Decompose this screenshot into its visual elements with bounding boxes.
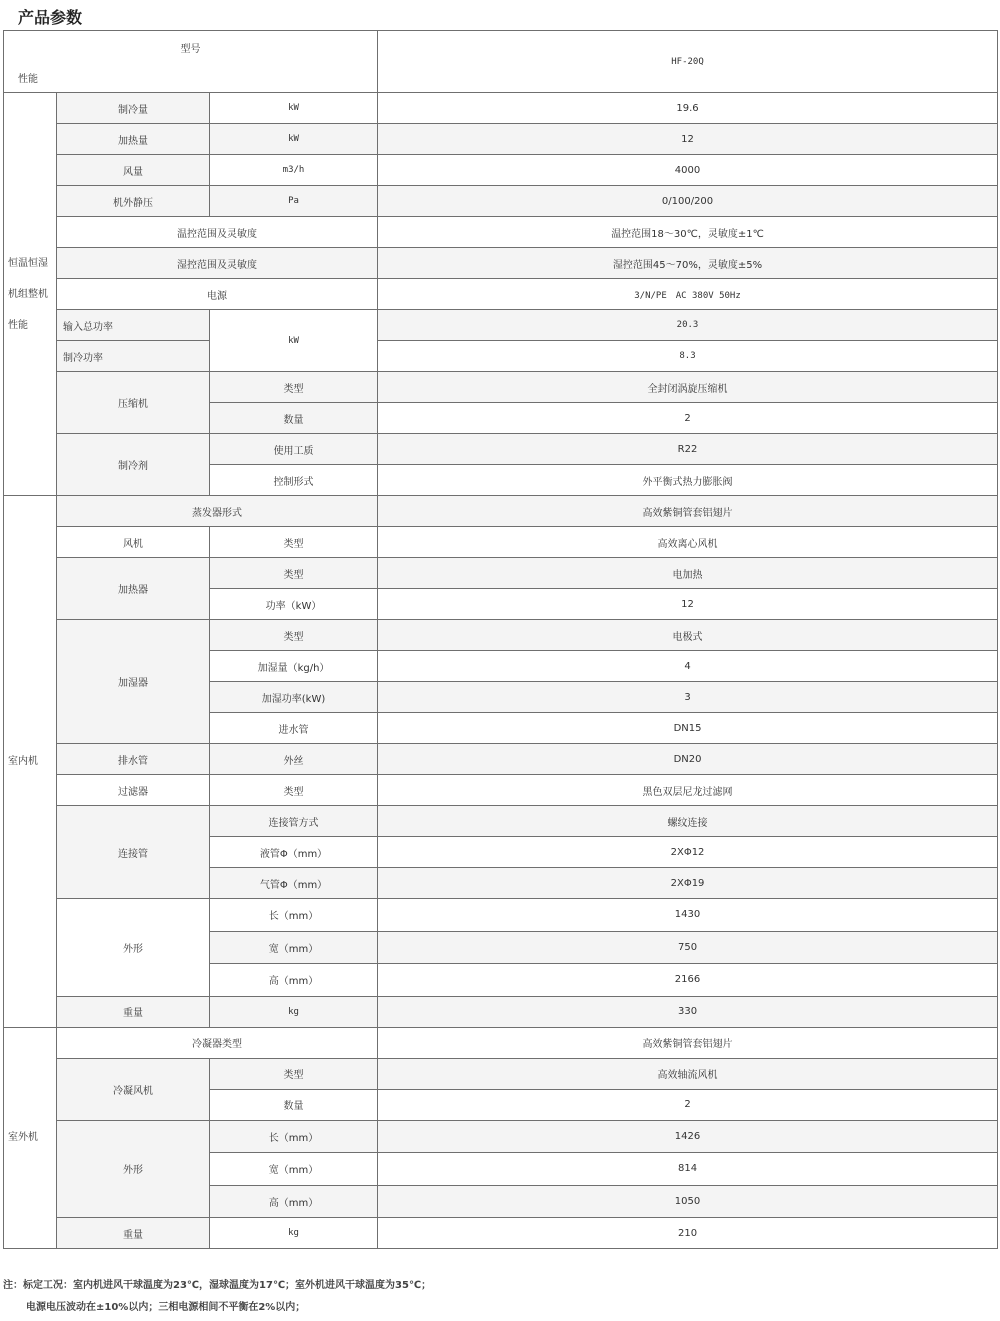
table-row	[4, 248, 998, 279]
compressor-name: 压缩机	[57, 372, 210, 434]
refrigerant-ctrl-label: 控制形式	[210, 465, 378, 496]
indoor-dim-w-label: 宽（mm）	[210, 931, 378, 964]
airflow-name: 风量	[57, 155, 210, 186]
outdoor-dim-w: 814	[378, 1153, 998, 1186]
note-line-2: 电源电压波动在±10%以内；三相电源相间不平衡在2%以内；	[26, 1302, 306, 1313]
table-row	[4, 1218, 998, 1249]
compressor-type: 全封闭涡旋压缩机	[378, 372, 998, 403]
table-row	[4, 186, 998, 217]
power-value: 3/N/PE AC 380V 50Hz	[378, 279, 998, 310]
table-row	[4, 899, 998, 932]
indoor-dim-l: 1430	[378, 899, 998, 932]
table-header-row	[4, 31, 998, 93]
humidifier-type: 电极式	[378, 620, 998, 651]
table-row	[4, 341, 998, 372]
pipe-method-label: 连接管方式	[210, 806, 378, 837]
airflow-unit: m3/h	[210, 155, 378, 186]
outdoor-weight-value: 210	[378, 1218, 998, 1249]
fan-type-label: 类型	[210, 527, 378, 558]
header-label-cell	[4, 31, 378, 93]
cond-fan-type-label: 类型	[210, 1058, 378, 1089]
heating-unit: kW	[210, 124, 378, 155]
indoor-dim-w: 750	[378, 931, 998, 964]
refrigerant-medium-label: 使用工质	[210, 434, 378, 465]
outdoor-weight-name: 重量	[57, 1218, 210, 1249]
drain-label: 外丝	[210, 744, 378, 775]
table-row	[4, 744, 998, 775]
heater-name: 加热器	[57, 558, 210, 620]
humidifier-power-label: 加湿功率(kW)	[210, 682, 378, 713]
refrigerant-ctrl: 外平衡式热力膨胀阀	[378, 465, 998, 496]
table-row	[4, 620, 998, 651]
table-row	[4, 310, 998, 341]
total-power-name: 输入总功率	[57, 310, 210, 341]
table-row	[4, 93, 998, 124]
humidifier-inlet: DN15	[378, 713, 998, 744]
pipe-method: 螺纹连接	[378, 806, 998, 837]
table-row	[4, 217, 998, 248]
outdoor-dim-l-label: 长（mm）	[210, 1120, 378, 1153]
outdoor-dim-l: 1426	[378, 1120, 998, 1153]
heating-name: 加热量	[57, 124, 210, 155]
hum-ctrl-name: 湿控范围及灵敏度	[57, 248, 378, 279]
heater-power-label: 功率（kW）	[210, 589, 378, 620]
outdoor-weight-unit: kg	[210, 1218, 378, 1249]
pipe-name: 连接管	[57, 806, 210, 899]
table-row	[4, 1120, 998, 1153]
filter-label: 类型	[210, 775, 378, 806]
fan-type: 高效离心风机	[378, 527, 998, 558]
cool-power-value: 8.3	[378, 341, 998, 372]
cooling-value: 19.6	[378, 93, 998, 124]
model-value: HF-20Q	[378, 31, 998, 93]
pipe-gas-label: 气管Φ（mm）	[210, 868, 378, 899]
cond-fan-qty: 2	[378, 1089, 998, 1120]
group-label-line: 恒温恒湿	[8, 257, 48, 269]
drain-value: DN20	[378, 744, 998, 775]
page-title: 产品参数	[18, 8, 83, 27]
fan-name: 风机	[57, 527, 210, 558]
heater-type: 电加热	[378, 558, 998, 589]
condenser-value: 高效紫铜管套铝翅片	[378, 1027, 998, 1058]
static-pressure-unit: Pa	[210, 186, 378, 217]
heater-power: 12	[378, 589, 998, 620]
heating-value: 12	[378, 124, 998, 155]
heater-type-label: 类型	[210, 558, 378, 589]
filter-name: 过滤器	[57, 775, 210, 806]
power-name: 电源	[57, 279, 378, 310]
outdoor-dim-h-label: 高（mm）	[210, 1185, 378, 1218]
table-row	[4, 1058, 998, 1089]
temp-ctrl-name: 温控范围及灵敏度	[57, 217, 378, 248]
total-power-value: 20.3	[378, 310, 998, 341]
table-row	[4, 558, 998, 589]
drain-name: 排水管	[57, 744, 210, 775]
table-row	[4, 372, 998, 403]
static-pressure-name: 机外静压	[57, 186, 210, 217]
table-row	[4, 527, 998, 558]
group-label-line: 性能	[8, 319, 28, 331]
humidifier-name: 加湿器	[57, 620, 210, 744]
note-line-1: 注：标定工况：室内机进风干球温度为23℃，湿球温度为17℃；室外机进风干球温度为35℃；	[3, 1280, 432, 1291]
humidifier-type-label: 类型	[210, 620, 378, 651]
indoor-dim-h: 2166	[378, 964, 998, 997]
indoor-dim-h-label: 高（mm）	[210, 964, 378, 997]
cond-fan-qty-label: 数量	[210, 1089, 378, 1120]
group-label-unit	[4, 93, 57, 496]
refrigerant-name: 制冷剂	[57, 434, 210, 496]
power-unit: kW	[210, 310, 378, 372]
model-label: 型号	[180, 44, 201, 55]
condenser-name: 冷凝器类型	[57, 1027, 378, 1058]
outdoor-dim-h: 1050	[378, 1185, 998, 1218]
cond-fan-type: 高效轴流风机	[378, 1058, 998, 1089]
perf-label: 性能	[18, 74, 38, 85]
humidifier-power: 3	[378, 682, 998, 713]
outdoor-dim-name: 外形	[57, 1120, 210, 1218]
group-label-line: 机组整机	[8, 288, 48, 300]
evaporator-value: 高效紫铜管套铝翅片	[378, 496, 998, 527]
pipe-liquid: 2XΦ12	[378, 837, 998, 868]
indoor-dim-l-label: 长（mm）	[210, 899, 378, 932]
cooling-unit: kW	[210, 93, 378, 124]
evaporator-name: 蒸发器形式	[57, 496, 378, 527]
cooling-name: 制冷量	[57, 93, 210, 124]
airflow-value: 4000	[378, 155, 998, 186]
indoor-weight-unit: kg	[210, 996, 378, 1027]
table-row	[4, 1027, 998, 1058]
table-row	[4, 496, 998, 527]
refrigerant-medium: R22	[378, 434, 998, 465]
compressor-type-label: 类型	[210, 372, 378, 403]
indoor-weight-value: 330	[378, 996, 998, 1027]
humidifier-inlet-label: 进水管	[210, 713, 378, 744]
spec-table	[3, 30, 998, 1249]
table-row	[4, 155, 998, 186]
indoor-weight-name: 重量	[57, 996, 210, 1027]
outdoor-dim-w-label: 宽（mm）	[210, 1153, 378, 1186]
filter-value: 黑色双层尼龙过滤网	[378, 775, 998, 806]
table-row	[4, 124, 998, 155]
table-row	[4, 806, 998, 837]
temp-ctrl-value: 温控范围18～30℃，灵敏度±1℃	[378, 217, 998, 248]
pipe-liquid-label: 液管Φ（mm）	[210, 837, 378, 868]
indoor-dim-name: 外形	[57, 899, 210, 997]
table-row	[4, 434, 998, 465]
cool-power-name: 制冷功率	[57, 341, 210, 372]
table-row	[4, 996, 998, 1027]
hum-ctrl-value: 湿控范围45～70%，灵敏度±5%	[378, 248, 998, 279]
cond-fan-name: 冷凝风机	[57, 1058, 210, 1120]
compressor-qty-label: 数量	[210, 403, 378, 434]
pipe-gas: 2XΦ19	[378, 868, 998, 899]
table-row	[4, 279, 998, 310]
group-label-indoor: 室内机	[4, 496, 57, 1028]
compressor-qty: 2	[378, 403, 998, 434]
table-row	[4, 775, 998, 806]
humidifier-amount: 4	[378, 651, 998, 682]
humidifier-amount-label: 加湿量（kg/h）	[210, 651, 378, 682]
group-label-outdoor: 室外机	[4, 1027, 57, 1249]
static-pressure-value: 0/100/200	[378, 186, 998, 217]
